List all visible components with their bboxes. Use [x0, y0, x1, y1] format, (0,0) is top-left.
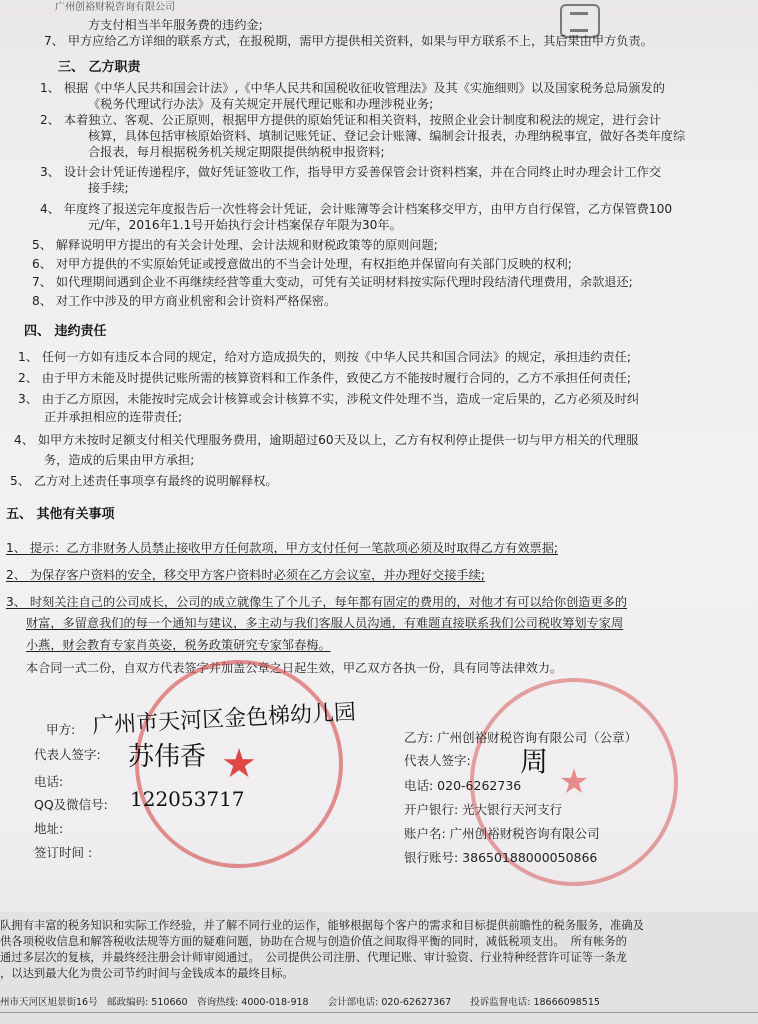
section-heading: 五、 其他有关事项	[6, 507, 115, 522]
party-a-rep-label: 代表人签字:	[34, 747, 101, 762]
party-b-label: 乙方: 广州创裕财税咨询有限公司（公章）	[404, 730, 638, 745]
clause-line: 元/年，2016年1.1号开始执行会计档案保存年限为30年。	[88, 218, 402, 232]
clause-line: 核算，具体包括审核原始资料、填制记账凭证、登记会计账簿、编制会计报表，办理纳税事宜，做好各类年度综	[88, 129, 686, 143]
footer-divider	[0, 1012, 758, 1013]
party-a-signature: 苏伟香	[128, 742, 207, 772]
party-b-account-no: 银行账号: 38650188000050866	[404, 850, 598, 865]
clause-line: 2、 本着独立、客观、公正原则，根据甲方提供的原始凭证和相关资料，按照企业会计制度和税法的规定，进行会计	[40, 113, 662, 127]
star-icon: ★	[221, 741, 257, 787]
clause-line: 2、 由于甲方未能及时提供记账所需的核算资料和工作条件，致使乙方不能按时履行合同的，乙方不承担任何责任;	[18, 371, 631, 385]
clause-line: 3、 设计会计凭证传递程序，做好凭证签收工作，指导甲方妥善保管会计资料档案，并在合同终止时办理会计工作交	[40, 165, 662, 179]
notice-line: 2、 为保存客户资料的安全，移交甲方客户资料时必须在乙方会议室，并办理好交接手续;	[6, 568, 485, 582]
footer-paragraph: ，以达到最大化为贵公司节约时间与金钱成本的最终目标。	[0, 967, 294, 980]
clause-line: 《税务代理试行办法》及有关规定开展代理记账和办理涉税业务;	[88, 97, 434, 111]
party-a-qq-handwritten: 122053717	[130, 787, 245, 811]
section-heading: 四、 违约责任	[24, 324, 107, 339]
party-b-account-name: 账户名: 广州创裕财税咨询有限公司	[404, 826, 600, 841]
clause-line: 5、 乙方对上述责任事项享有最终的说明解释权。	[10, 474, 278, 488]
company-header: 广州创裕财税咨询有限公司	[55, 2, 175, 13]
clause-line: 1、 任何一方如有违反本合同的规定，给对方造成损失的，则按《中华人民共和国合同法》的规定，承担违约责任;	[18, 350, 631, 364]
clause-line: 7、 甲方应给乙方详细的联系方式，在报税期，需甲方提供相关资料，如果与甲方联系不上，其后果由甲方负责。	[44, 34, 653, 48]
clause-line: 1、 根据《中华人民共和国会计法》,《中华人民共和国税收征收管理法》及其《实施细则》以及国家税务总局颁发的	[40, 81, 665, 95]
effective-clause: 本合同一式二份，自双方代表签字并加盖公章之日起生效，甲乙双方各执一份，具有同等法律效力。	[26, 661, 563, 675]
party-a-date-label: 签订时间 :	[34, 845, 93, 860]
party-a-label: 甲方:	[46, 722, 76, 737]
notice-line: 3、 时刻关注自己的公司成长，公司的成立就像生了个儿子，每年都有固定的费用的，对他才有可以给你创造更多的	[6, 595, 628, 609]
clause-line: 5、 解释说明甲方提出的有关会计处理、会计法规和财税政策等的原则问题;	[32, 238, 438, 252]
footer-paragraph: 通过多层次的复核，并最终经注册会计师审阅通过。 公司提供公司注册、代理记账、审计验资、行业特种经营许可证等一条龙	[0, 951, 627, 964]
clause-line: 务，造成的后果由甲方承担;	[44, 453, 195, 467]
star-icon: ★	[558, 762, 590, 802]
notice-line: 财富，多留意我们的每一个通知与建议，多主动与我们客服人员沟通，有难题直接联系我们公司税收筹划专家周	[26, 616, 624, 630]
notice-line: 1、 提示：乙方非财务人员禁止接收甲方任何款项，甲方支付任何一笔款项必须及时取得乙方有效票据;	[6, 541, 558, 555]
clause-line: 正并承担相应的连带责任;	[44, 410, 183, 424]
party-b-phone: 电话: 020-6262736	[404, 778, 522, 793]
clause-line: 7、 如代理期间遇到企业不再继续经营等重大变动，可凭有关证明材料按实际代理时段结清代理费用，余款退还;	[32, 275, 633, 289]
clause-line: 8、 对工作中涉及的甲方商业机密和会计资料严格保密。	[32, 294, 337, 308]
clause-line: 6、 对甲方提供的不实原始凭证或授意做出的不当会计处理，有权拒绝并保留向有关部门反映的权利;	[32, 257, 572, 271]
clause-line: 3、 由于乙方原因，未能按时完成会计核算或会计核算不实，涉税文件处理不当，造成一定后果的，乙方必须及时纠	[18, 392, 640, 406]
clause-line: 接手续;	[88, 181, 129, 195]
clause-line: 方支付相当半年服务费的违约金;	[88, 18, 263, 32]
party-b-rep-label: 代表人签字:	[404, 753, 471, 768]
section-heading: 三、 乙方职责	[58, 60, 141, 75]
footer-paragraph: 队拥有丰富的税务知识和实际工作经验，并了解不同行业的运作，能够根据每个客户的需求和目标提供前瞻性的税务服务，准确及	[0, 919, 644, 932]
footer-paragraph: 供各项税收信息和解答税收法规等方面的疑难问题，协助在合规与创造价值之间取得平衡的同时，减低税项支出。 所有帐务的	[0, 935, 627, 948]
party-a-phone-label: 电话:	[34, 774, 64, 789]
party-b-signature: 周	[520, 745, 549, 778]
party-b-bank: 开户银行: 光大银行天河支行	[404, 802, 563, 817]
party-a-handwritten-name: 广州市天河区金色梯幼儿园	[91, 700, 357, 739]
party-a-address-label: 地址:	[34, 821, 64, 836]
party-a-qq-label: QQ及微信号:	[34, 797, 108, 812]
clause-line: 4、 年度终了报送完年度报告后一次性将会计凭证，会计账簿等会计档案移交甲方，由甲方自行保管，乙方保管费100	[40, 202, 673, 216]
clause-line: 合报表，每月根据税务机关规定期限提供纳税申报资料;	[88, 145, 385, 159]
clause-line: 4、 如甲方未按时足额支付相关代理服务费用，逾期超过60天及以上，乙方有权利停止提供一切与甲方相关的代理服	[14, 433, 639, 447]
footer-contact: 州市天河区旭景街16号 邮政编码: 510660 咨询热线: 4000-018-918 会计部电话: 020-62627367 投诉监督电话: 18666098515	[0, 997, 600, 1008]
notice-line: 小燕，财会教育专家肖英姿，税务政策研究专家邹春梅。	[26, 638, 331, 652]
